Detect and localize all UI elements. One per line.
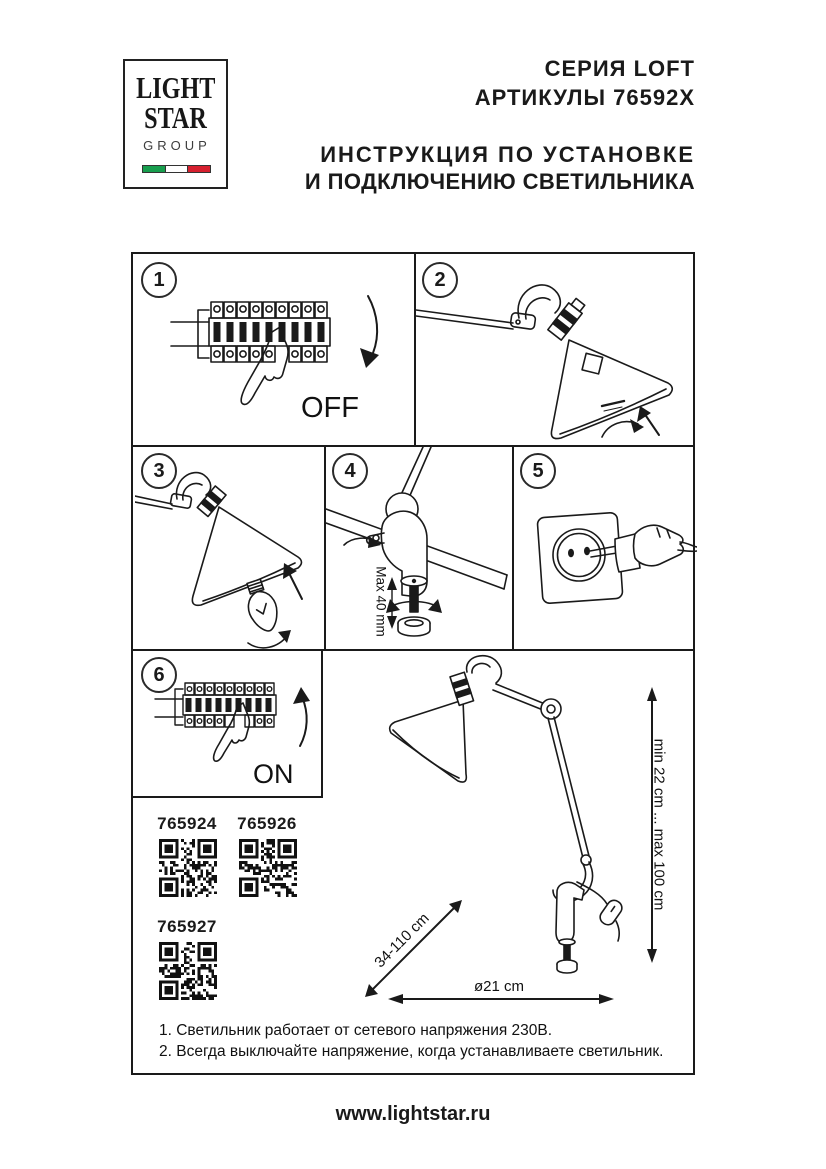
step-2-number: 2	[434, 268, 446, 291]
circuit-breaker-off-illustration	[135, 256, 414, 445]
logo-star: STAR	[144, 100, 207, 136]
flag-red	[188, 166, 210, 172]
qr-code-765924	[159, 839, 217, 897]
italy-flag-icon	[142, 165, 211, 173]
panel6-bottom-border	[133, 796, 323, 798]
header-series-block	[475, 54, 695, 112]
series-title: СЕРИЯ LOFT	[544, 56, 695, 81]
article-number-765927: 765927	[157, 917, 217, 936]
step-3-number: 3	[153, 459, 165, 482]
height-range-label: min 22 cm ... max 100 cm	[650, 738, 668, 911]
note-1: 1. Светильник работает от сетевого напряжения 230В.	[159, 1022, 553, 1039]
title-line-2: И ПОДКЛЮЧЕНИЮ СВЕТИЛЬНИКА	[304, 169, 695, 194]
step-1-number: 1	[153, 268, 165, 291]
flag-green	[143, 166, 166, 172]
logo-group: GROUP	[143, 137, 211, 153]
reach-range-label: 34-110 cm	[371, 909, 433, 972]
qr-code-765926	[239, 839, 297, 897]
off-label: OFF	[301, 392, 359, 424]
note-2: 2. Всегда выключайте напряжение, когда устанавливаете светильник.	[159, 1043, 664, 1060]
power-socket-plug-illustration	[514, 447, 697, 649]
qr-code-765927	[159, 942, 217, 1000]
instruction-figure-grid	[131, 252, 695, 1075]
flag-white	[166, 166, 189, 172]
bulb-installation-illustration	[135, 447, 324, 649]
header-instruction-title	[305, 141, 695, 195]
step-4-number: 4	[344, 459, 356, 482]
diameter-label: ø21 cm	[473, 978, 524, 995]
website-url: www.lightstar.ru	[335, 1103, 491, 1125]
article-number-765926: 765926	[237, 814, 297, 833]
on-label: ON	[253, 759, 294, 789]
table-clamp-illustration	[326, 447, 512, 649]
safety-notes	[159, 1020, 689, 1062]
lightstar-logo	[123, 59, 228, 189]
article-series: АРТИКУЛЫ 76592X	[474, 85, 695, 110]
logo-light: LIGHT	[136, 70, 216, 105]
step-6-number: 6	[153, 663, 165, 686]
arrow-down-curve-icon	[368, 296, 377, 353]
shade-attachment-illustration	[416, 256, 697, 445]
clamp-max-thickness-label: Max 40 mm	[373, 566, 389, 637]
article-number-765924: 765924	[157, 814, 217, 833]
step-5-number: 5	[532, 459, 544, 482]
arrow-up-curve-icon	[300, 697, 307, 746]
title-line-1: ИНСТРУКЦИЯ ПО УСТАНОВКЕ	[320, 142, 695, 167]
